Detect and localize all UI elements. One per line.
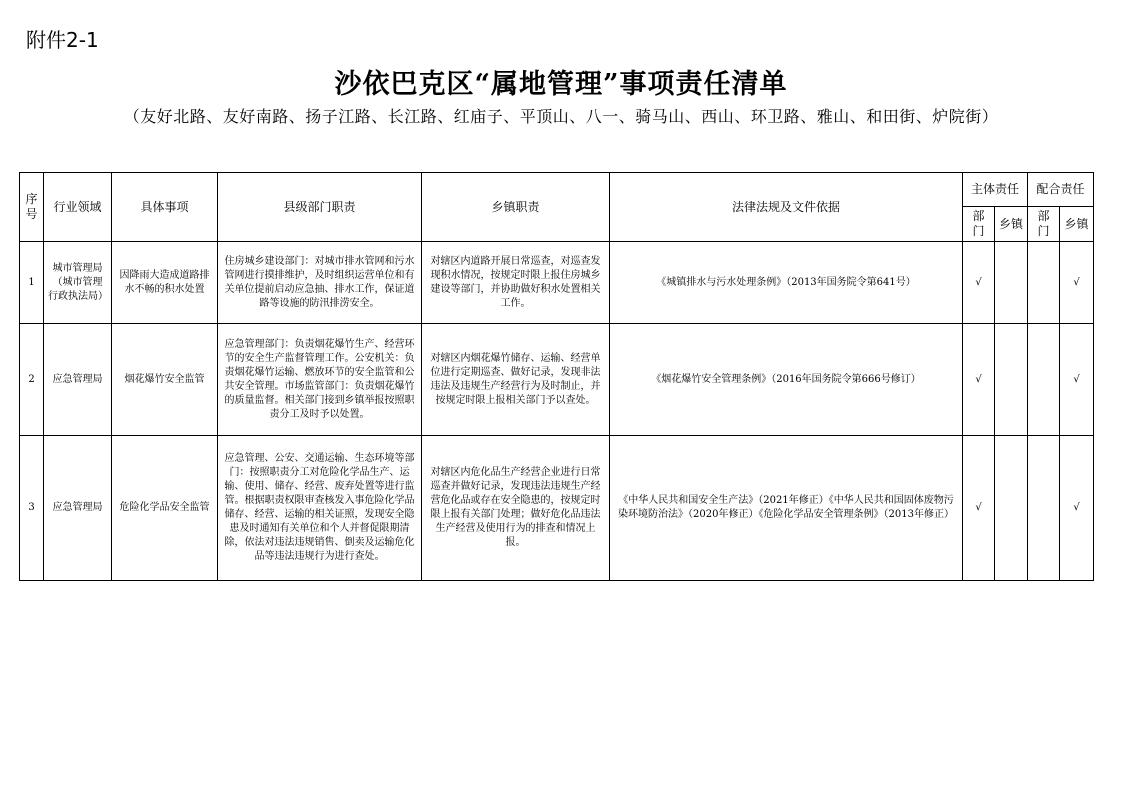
header-row-1 bbox=[20, 173, 1094, 207]
cell-industry: 城市管理局（城市管理行政执法局） bbox=[44, 242, 112, 324]
cell-industry: 应急管理局 bbox=[44, 436, 112, 581]
cell-main-town bbox=[995, 324, 1028, 436]
responsibility-table bbox=[19, 172, 1094, 581]
cell-no: 1 bbox=[20, 242, 44, 324]
page-title: 沙依巴克区“属地管理”事项责任清单 bbox=[334, 69, 788, 100]
header-main-dept: 部门 bbox=[963, 207, 995, 242]
cell-county-duty: 应急管理部门：负责烟花爆竹生产、经营环节的安全生产监督管理工作。公安机关：负责烟花爆竹运输、燃放环节的安全监管和公共安全管理。市场监管部门：负责烟花爆竹的质量监督。相关部门接到乡镇举报按照职责分工及时予以处置。 bbox=[218, 324, 422, 436]
cell-no: 3 bbox=[20, 436, 44, 581]
table-row bbox=[20, 242, 1094, 324]
cell-main-dept: √ bbox=[963, 436, 995, 581]
cell-coop-town: √ bbox=[1060, 242, 1094, 324]
cell-coop-dept bbox=[1028, 242, 1060, 324]
cell-no: 2 bbox=[20, 324, 44, 436]
cell-coop-town: √ bbox=[1060, 436, 1094, 581]
cell-county-duty: 应急管理、公安、交通运输、生态环境等部门：按照职责分工对危险化学品生产、运输、使用、储存、经营、废弃处置等进行监管。根据职责权限审查核发入事危险化学品储存、经营、运输的相关证照，发现安全隐患及时通知有关单位和个人并督促限期清除，依法对违法违规销售、倒卖及运输危化品等违法违规行为进行查处。 bbox=[218, 436, 422, 581]
header-town-duty: 乡镇职责 bbox=[422, 173, 610, 242]
cell-main-town bbox=[995, 242, 1028, 324]
header-item: 具体事项 bbox=[112, 173, 218, 242]
cell-main-dept: √ bbox=[963, 242, 995, 324]
cell-coop-town: √ bbox=[1060, 324, 1094, 436]
cell-item: 烟花爆竹安全监管 bbox=[112, 324, 218, 436]
header-no: 序号 bbox=[20, 173, 44, 242]
table-row bbox=[20, 324, 1094, 436]
header-industry: 行业领域 bbox=[44, 173, 112, 242]
cell-coop-dept bbox=[1028, 324, 1060, 436]
cell-main-town bbox=[995, 436, 1028, 581]
cell-county-duty: 住房城乡建设部门：对城市排水管网和污水管网进行摸排维护，及时组织运营单位和有关单位提前启动应急抽、排水工作，保证道路等设施的防汛排涝安全。 bbox=[218, 242, 422, 324]
cell-law-basis: 《烟花爆竹安全管理条例》（2016年国务院令第666号修订） bbox=[610, 324, 963, 436]
cell-law-basis: 《城镇排水与污水处理条例》（2013年国务院令第641号） bbox=[610, 242, 963, 324]
cell-industry: 应急管理局 bbox=[44, 324, 112, 436]
cell-town-duty: 对辖区内烟花爆竹储存、运输、经营单位进行定期巡查、做好记录，发现非法违法及违规生产经营行为及时制止，并按规定时限上报相关部门予以查处。 bbox=[422, 324, 610, 436]
cell-coop-dept bbox=[1028, 436, 1060, 581]
cell-item: 危险化学品安全监管 bbox=[112, 436, 218, 581]
page-subtitle: （友好北路、友好南路、扬子江路、长江路、红庙子、平顶山、八一、骑马山、西山、环卫路、雅山、和田街、炉院街） bbox=[123, 107, 999, 126]
cell-town-duty: 对辖区内危化品生产经营企业进行日常巡查并做好记录，发现违法违规生产经营危化品或存在安全隐患的，按规定时限上报有关部门处理；做好危化品违法生产经营及使用行为的排查和情况上报。 bbox=[422, 436, 610, 581]
header-main-resp: 主体责任 bbox=[963, 173, 1028, 207]
header-coop-dept: 部门 bbox=[1028, 207, 1060, 242]
header-main-town: 乡镇 bbox=[995, 207, 1028, 242]
cell-item: 因降雨大造成道路排水不畅的积水处置 bbox=[112, 242, 218, 324]
cell-main-dept: √ bbox=[963, 324, 995, 436]
header-county-duty: 县级部门职责 bbox=[218, 173, 422, 242]
header-law-basis: 法律法规及文件依据 bbox=[610, 173, 963, 242]
header-coop-town: 乡镇 bbox=[1060, 207, 1094, 242]
cell-law-basis: 《中华人民共和国安全生产法》（2021年修正）《中华人民共和国固体废物污染环境防治法》（2020年修正）《危险化学品安全管理条例》（2013年修正） bbox=[610, 436, 963, 581]
table-row bbox=[20, 436, 1094, 581]
cell-town-duty: 对辖区内道路开展日常巡查，对巡查发现积水情况，按规定时限上报住房城乡建设等部门，并协助做好积水处置相关工作。 bbox=[422, 242, 610, 324]
annex-label: 附件2-1 bbox=[26, 28, 99, 52]
header-coop-resp: 配合责任 bbox=[1028, 173, 1094, 207]
